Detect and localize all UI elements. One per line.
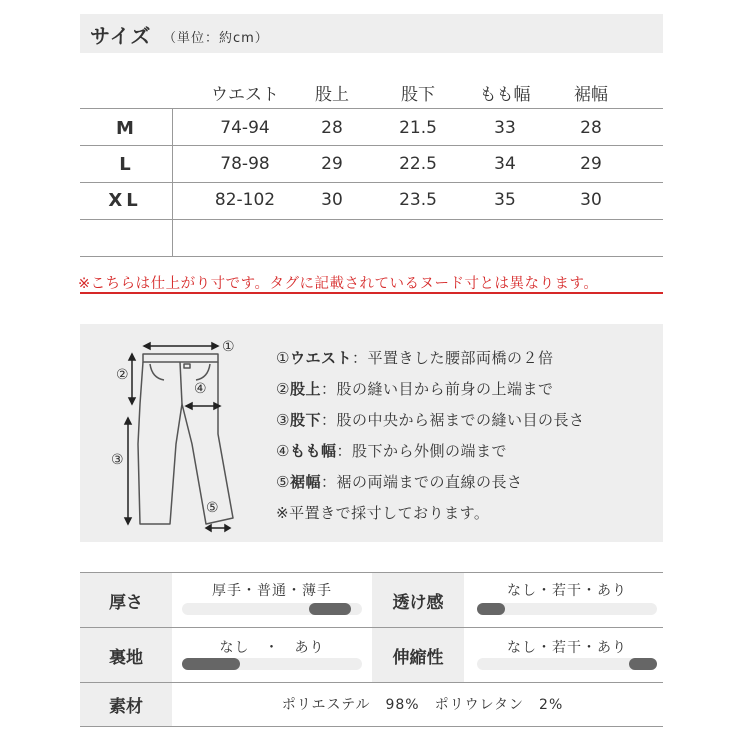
table-divider — [80, 256, 663, 257]
lining-indicator — [182, 658, 240, 670]
table-divider — [80, 182, 663, 183]
table-divider — [80, 108, 663, 109]
lining-options: なし ・ あり — [219, 640, 325, 656]
stretch-options: なし・若干・あり — [507, 640, 627, 656]
desc-inseam: ③股下：股の中央から裾までの縫い目の長さ — [276, 411, 585, 429]
col-waist: ウエスト — [211, 85, 279, 105]
col-thigh: もも幅 — [479, 85, 531, 105]
table-cell: 29 — [580, 154, 602, 174]
size-title: サイズ — [90, 24, 152, 48]
thickness-scale — [182, 603, 362, 615]
table-divider — [80, 219, 663, 220]
transparency-indicator — [477, 603, 505, 615]
table-cell: 74-94 — [220, 118, 270, 138]
row-size-m: M — [116, 118, 134, 139]
thickness-options: 厚手・普通・薄手 — [212, 583, 332, 599]
marker-rise: ② — [116, 367, 129, 383]
table-cell: 35 — [494, 190, 516, 210]
table-cell: 28 — [580, 118, 602, 138]
table-cell: 21.5 — [399, 118, 437, 138]
label-thickness: 厚さ — [80, 573, 172, 627]
notice-underline — [80, 292, 663, 294]
col-inseam: 股下 — [401, 85, 435, 105]
table-cell: 22.5 — [399, 154, 437, 174]
stretch-scale — [477, 658, 657, 670]
finished-size-notice: ※こちらは仕上がり寸です。タグに記載されているヌード寸とは異なります。 — [78, 276, 599, 292]
table-cell: 28 — [321, 118, 343, 138]
table-cell: 23.5 — [399, 190, 437, 210]
thickness-indicator — [309, 603, 351, 615]
marker-inseam: ③ — [111, 452, 124, 468]
col-hem: 裾幅 — [574, 85, 608, 105]
row-size-l: L — [119, 154, 131, 175]
material-value: ポリエステル 98% ポリウレタン 2% — [281, 697, 564, 713]
label-stretch: 伸縮性 — [372, 628, 464, 682]
pants-diagram — [100, 334, 250, 534]
table-cell: 34 — [494, 154, 516, 174]
label-lining: 裏地 — [80, 628, 172, 682]
table-cell: 30 — [580, 190, 602, 210]
desc-waist: ①ウエスト：平置きした腰部両橋の２倍 — [276, 349, 554, 367]
table-divider — [80, 145, 663, 146]
col-rise: 股上 — [315, 85, 349, 105]
marker-thigh: ④ — [194, 381, 207, 397]
marker-waist: ① — [222, 339, 235, 355]
table-cell: 78-98 — [220, 154, 270, 174]
stretch-indicator — [629, 658, 657, 670]
prop-divider — [80, 726, 663, 727]
label-transparency: 透け感 — [372, 573, 464, 627]
table-cell: 29 — [321, 154, 343, 174]
measure-note: ※平置きで採寸しております。 — [276, 504, 490, 522]
transparency-scale — [477, 603, 657, 615]
marker-hem: ⑤ — [206, 500, 219, 516]
table-cell: 82-102 — [214, 190, 276, 210]
desc-rise: ②股上：股の縫い目から前身の上端まで — [276, 380, 554, 398]
lining-scale — [182, 658, 362, 670]
desc-hem: ⑤裾幅：裾の両端までの直線の長さ — [276, 473, 523, 491]
transparency-options: なし・若干・あり — [507, 583, 627, 599]
table-cell: 30 — [321, 190, 343, 210]
size-unit-note: （単位：約cm） — [163, 31, 269, 46]
row-size-xl: XL — [108, 190, 142, 211]
table-cell: 33 — [494, 118, 516, 138]
desc-thigh: ④もも幅：股下から外側の端まで — [276, 442, 507, 460]
label-material: 素材 — [80, 683, 172, 726]
